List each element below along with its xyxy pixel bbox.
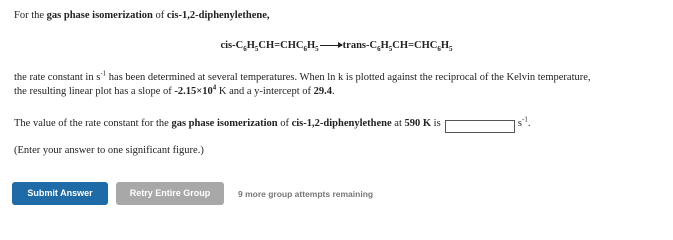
product: trans-$C_6H_5CH=CHC_6H_5$ (342, 40, 453, 54)
info-line-2 (14, 83, 335, 97)
question-term: gas phase isomerization (171, 118, 278, 129)
submit-answer-button[interactable]: Submit Answer (12, 182, 108, 205)
info-text-d: K and a y-intercept of (216, 86, 314, 97)
intro-prefix: For the (14, 10, 45, 21)
hint-text: (Enter your answer to one significant figure.) (14, 145, 204, 156)
answer-unit-exponent: -1 (522, 115, 528, 124)
info-text-a: the rate constant in s (14, 72, 101, 83)
info-text-c: the resulting linear plot has a slope of (14, 86, 175, 97)
answer-input[interactable] (445, 120, 515, 133)
slope-value: -2.15×10 (174, 86, 213, 97)
intercept-value: 29.4 (313, 86, 333, 97)
question-text-b: of (277, 118, 292, 129)
info-period: . (332, 86, 335, 97)
intro-compound: cis-1,2-diphenylethene, (166, 10, 270, 21)
attempts-remaining: 9 more group attempts remaining (238, 189, 374, 199)
question-temperature: 590 K (404, 118, 432, 129)
question-period: . (527, 118, 531, 129)
reaction-arrow-icon (320, 45, 342, 46)
question-text-d: is (431, 118, 441, 129)
question-compound: cis-1,2-diphenylethene (291, 118, 392, 129)
unit-exponent: -1 (100, 69, 107, 78)
intro-of: of (155, 10, 165, 21)
intro-line (14, 10, 270, 21)
question-text-a: The value of the rate constant for the (14, 118, 172, 129)
intro-term: gas phase isomerization (46, 10, 153, 21)
question-line (14, 115, 531, 133)
question-text-c: at (391, 118, 405, 129)
slope-exponent: 4 (212, 83, 217, 92)
reactant: cis-$C_6H_5CH=CHC_6H_5$ (220, 40, 319, 54)
reaction-equation (0, 40, 673, 54)
info-text-b: has been determined at several temperatures. When ln k is plotted against the reciprocal of the Kelvin temperature, (106, 72, 591, 83)
answer-unit: s (517, 118, 523, 129)
retry-group-button[interactable]: Retry Entire Group (116, 182, 224, 205)
info-line-1 (14, 69, 591, 83)
